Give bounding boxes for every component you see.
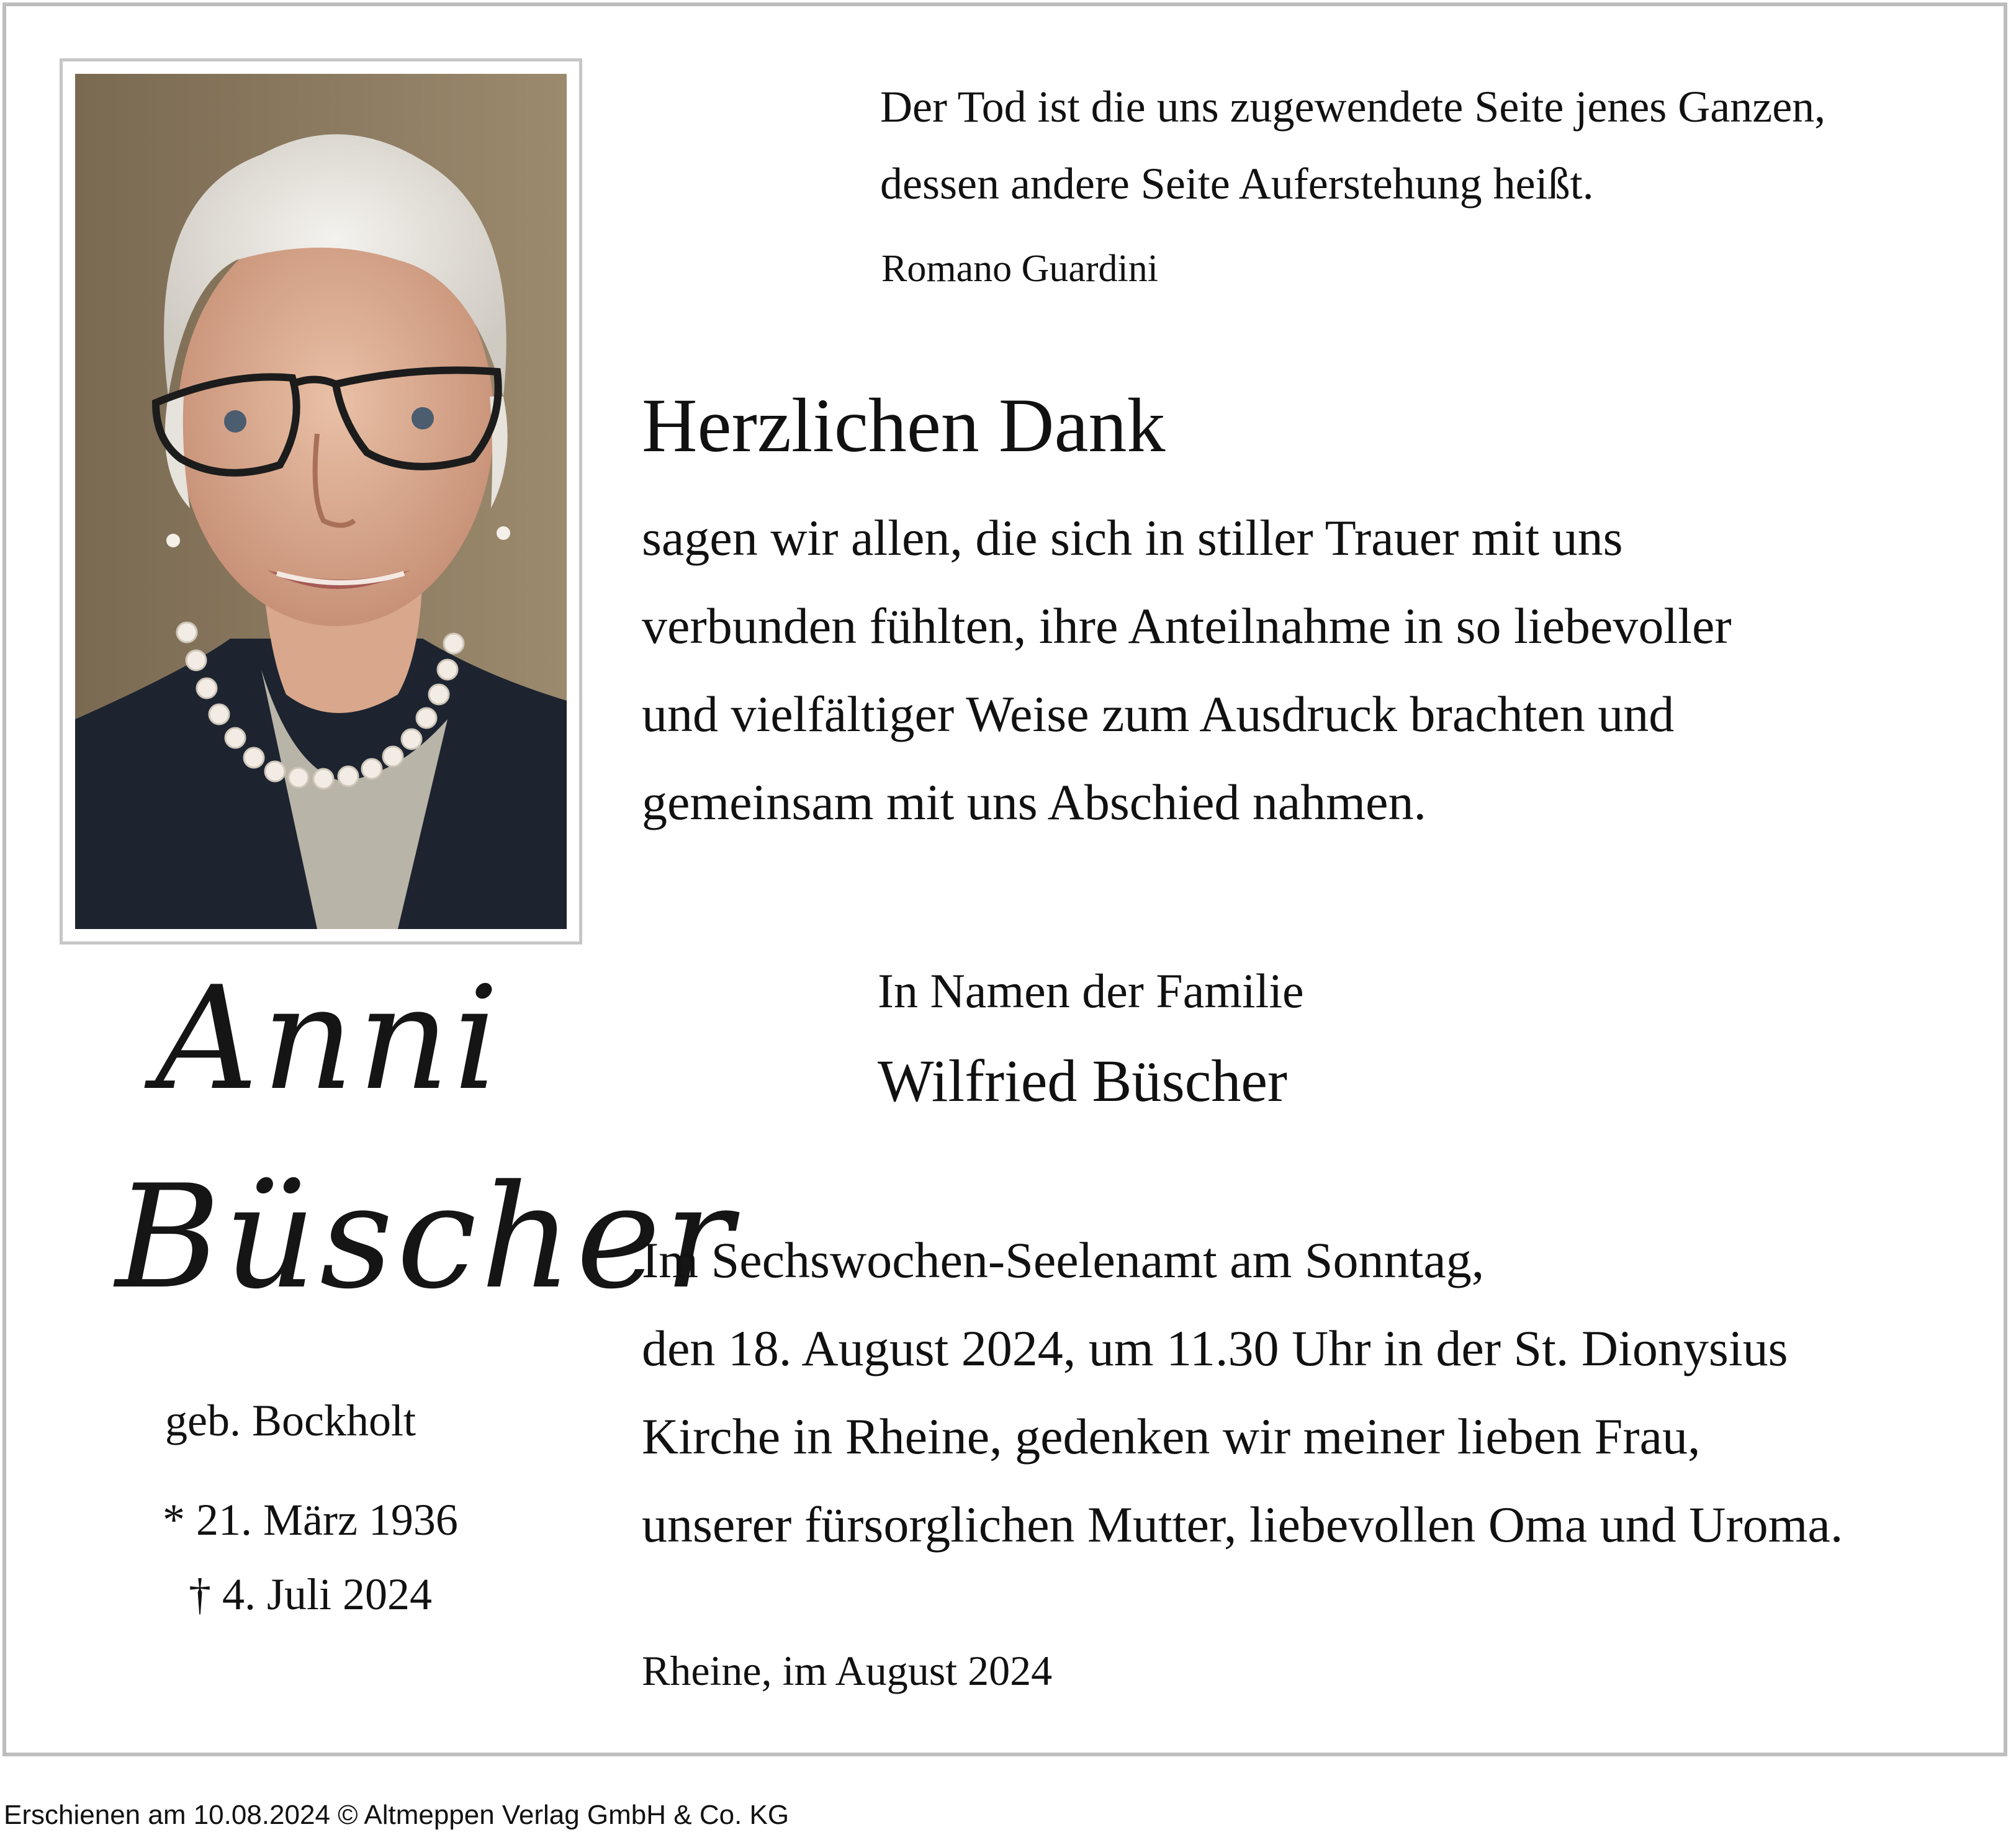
death-date: † 4. Juli 2024: [189, 1569, 433, 1619]
deceased-first-name: Anni: [155, 956, 503, 1122]
quote-line: Der Tod ist die uns zugewendete Seite jenes Ganzen,: [880, 82, 1826, 132]
service-line: den 18. August 2024, um 11.30 Uhr in der St. Dionysius: [642, 1320, 1788, 1376]
thanks-line: gemeinsam mit uns Abschied nahmen.: [642, 774, 1426, 830]
birth-date: * 21. März 1936: [163, 1495, 458, 1545]
signature-name: Wilfried Büscher: [878, 1048, 1287, 1114]
maiden-name: geb. Bockholt: [165, 1396, 416, 1445]
portrait-frame: [60, 58, 582, 945]
publication-footer: Erschienen am 10.08.2024 © Altmeppen Verlag GmbH & Co. KG: [4, 1800, 790, 1830]
service-line: unserer fürsorglichen Mutter, liebevollen Oma und Uroma.: [642, 1496, 1843, 1553]
deceased-last-name: Büscher: [115, 1155, 737, 1321]
portrait-illustration: [75, 74, 567, 929]
thanks-line: verbunden fühlten, ihre Anteilnahme in so liebevoller: [642, 598, 1732, 654]
quote-line: dessen andere Seite Auferstehung heißt.: [880, 159, 1594, 209]
quote-author: Romano Guardini: [881, 248, 1158, 290]
portrait-photo: [75, 74, 567, 929]
service-line: Im Sechswochen-Seelenamt am Sonntag,: [642, 1232, 1485, 1288]
place-date: Rheine, im August 2024: [642, 1647, 1053, 1694]
signature-label: In Namen der Familie: [878, 964, 1304, 1018]
thanks-headline: Herzlichen Dank: [642, 383, 1166, 468]
thanks-line: und vielfältiger Weise zum Ausdruck brachten und: [642, 686, 1675, 742]
service-line: Kirche in Rheine, gedenken wir meiner lieben Frau,: [642, 1408, 1701, 1465]
thanks-line: sagen wir allen, die sich in stiller Trauer mit uns: [642, 510, 1623, 566]
